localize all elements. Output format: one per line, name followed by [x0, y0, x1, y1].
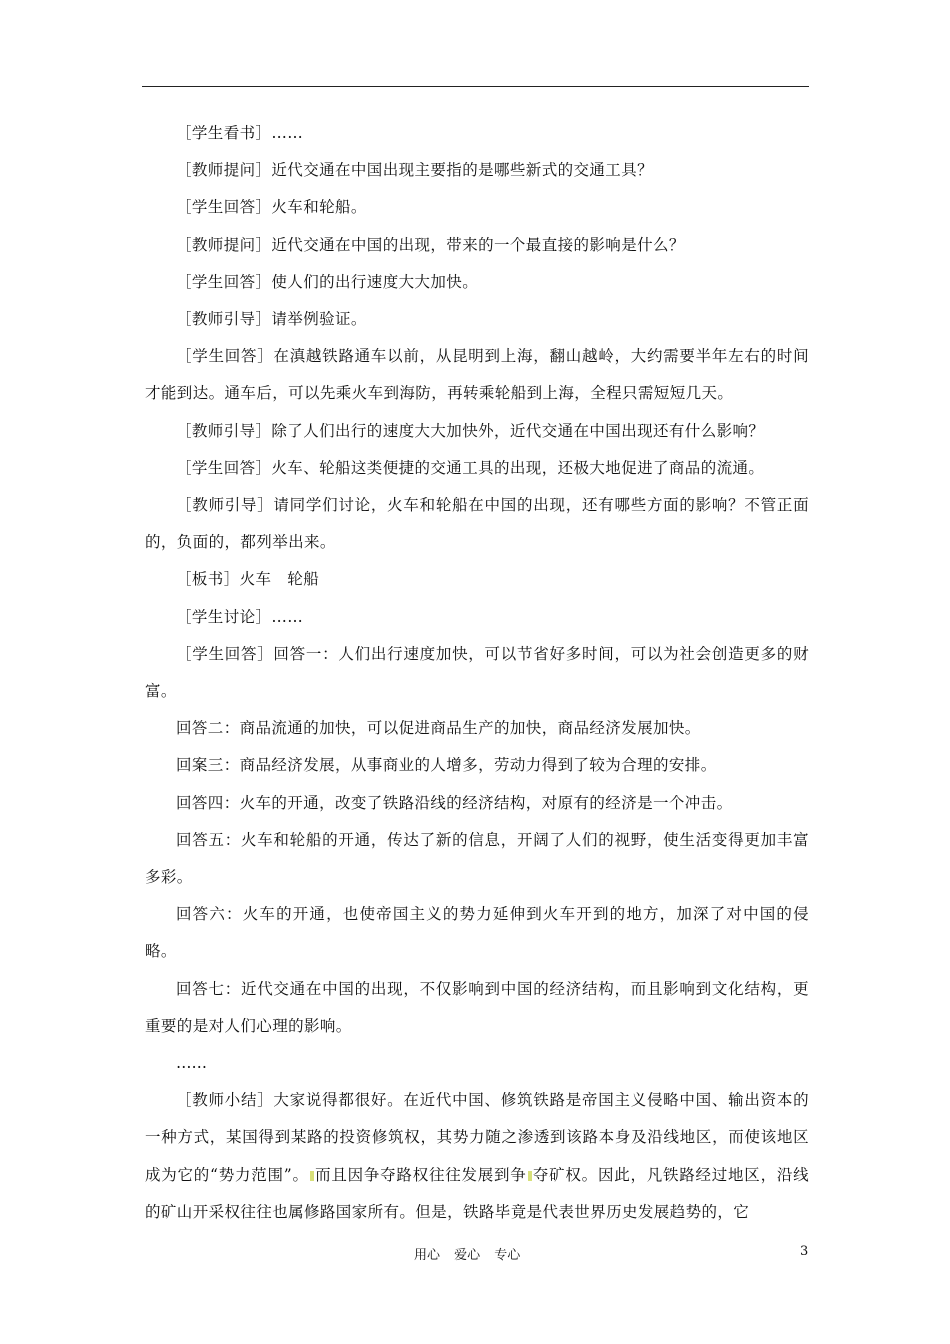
highlight-mark	[310, 1171, 314, 1181]
paragraph: ［教师引导］除了人们出行的速度大大加快外，近代交通在中国出现还有什么影响？	[176, 421, 765, 440]
teacher-summary	[145, 1082, 809, 1231]
footer-motto: 用心 爱心 专心	[414, 1248, 521, 1263]
paragraph: 回答七：近代交通在中国的出现，不仅影响到中国的经济结构，而且影响到文化结构，更重要的是对人们心理的影响。	[145, 979, 809, 1035]
paragraph: ［教师引导］请举例验证。	[176, 310, 367, 329]
document-body	[145, 115, 809, 1231]
paragraph: ［学生回答］回答一：人们出行速度加快，可以节省好多时间，可以为社会创造更多的财富。	[145, 644, 809, 701]
paragraph: 回答二：商品流通的加快，可以促进商品生产的加快，商品经济发展加快。	[176, 719, 701, 738]
paragraph: ［学生回答］使人们的出行速度大大加快。	[176, 272, 479, 291]
paragraph: ［教师引导］请同学们讨论，火车和轮船在中国的出现，还有哪些方面的影响？不管正面的，负面的，都列举出来。	[145, 496, 809, 552]
summary-text-1: ［教师小结］大家说得都很好。在近代中国、修筑铁路是帝国主义侵略中国、输出资本的一种方式，某国得到某路的投资修筑权，其势力随之渗透到该路本身及沿线地区，而使该地区成为它的“势力范围”。	[145, 1091, 809, 1184]
paragraph: ［学生回答］火车和轮船。	[176, 198, 367, 217]
summary-text-3: 夺矿权。因此，凡铁路经过地区，沿线的矿山开采权往往也属修路国家所有。但是，铁路毕竟是代表世界历史发展趋势的，它	[145, 1165, 809, 1221]
paragraph: 回案三：商品经济发展，从事商业的人增多，劳动力得到了较为合理的安排。	[176, 756, 717, 775]
summary-text-2: 而且因争夺路权往往发展到争	[314, 1165, 527, 1184]
paragraph: ［板书］火车 轮船	[176, 570, 320, 589]
paragraph: ［学生看书］……	[176, 124, 304, 142]
paragraph: ［教师提问］近代交通在中国的出现，带来的一个最直接的影响是什么？	[176, 235, 685, 254]
highlight-mark	[528, 1171, 532, 1181]
header-rule	[142, 86, 809, 87]
paragraph: 回答六：火车的开通，也使帝国主义的势力延伸到火车开到的地方，加深了对中国的侵略。	[145, 905, 809, 961]
ellipsis-line: ……	[176, 1054, 207, 1073]
paragraph: 回答四：火车的开通，改变了铁路沿线的经济结构，对原有的经济是一个冲击。	[176, 793, 733, 812]
page-number: 3	[800, 1244, 809, 1259]
paragraph: ［学生回答］火车、轮船这类便捷的交通工具的出现，还极大地促进了商品的流通。	[176, 458, 765, 477]
paragraph: ［教师提问］近代交通在中国出现主要指的是哪些新式的交通工具？	[176, 161, 654, 180]
paragraph: ［学生讨论］……	[176, 607, 304, 626]
paragraph: ［学生回答］在滇越铁路通车以前，从昆明到上海，翻山越岭，大约需要半年左右的时间才能到达。通车后，可以先乘火车到海防，再转乘轮船到上海，全程只需短短几天。	[145, 347, 809, 403]
paragraph: 回答五：火车和轮船的开通，传达了新的信息，开阔了人们的视野，使生活变得更加丰富多彩。	[145, 830, 809, 887]
